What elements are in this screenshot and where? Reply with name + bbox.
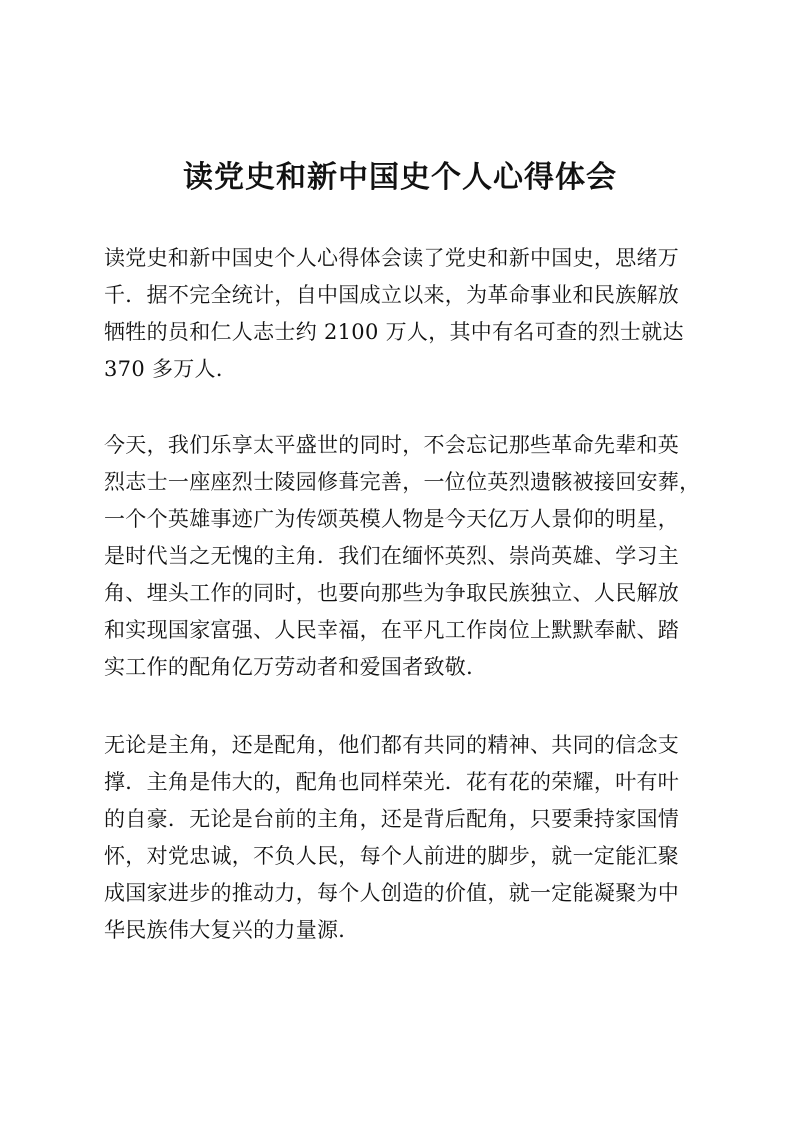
paragraph-line: 一个个英雄事迹广为传颂英模人物是今天亿万人景仰的明星， <box>104 507 680 531</box>
paragraph-line: 今天，我们乐享太平盛世的同时，不会忘记那些革命先辈和英 <box>104 433 680 457</box>
paragraph-line: 成国家进步的推动力，每个人创造的价值，就一定能凝聚为中 <box>104 881 680 905</box>
paragraph-line: 370 多万人． <box>104 357 238 381</box>
paragraph-line: 的自豪．无论是台前的主角，还是背后配角，只要秉持家国情 <box>104 807 680 831</box>
paragraph-1 <box>104 240 704 388</box>
paragraph-2 <box>104 427 704 686</box>
paragraph-line: 读党史和新中国史个人心得体会读了党史和新中国史，思绪万 <box>104 246 680 270</box>
paragraph-line: 是时代当之无愧的主角．我们在缅怀英烈、崇尚英雄、学习主 <box>104 544 680 568</box>
paragraph-line: 和实现国家富强、人民幸福，在平凡工作岗位上默默奉献、踏 <box>104 618 680 642</box>
paragraph-line: 怀，对党忠诚，不负人民，每个人前进的脚步，就一定能汇聚 <box>104 844 680 868</box>
paragraph-line: 实工作的配角亿万劳动者和爱国者致敬． <box>104 655 488 679</box>
paragraph-3 <box>104 727 704 949</box>
paragraph-line: 撑．主角是伟大的，配角也同样荣光．花有花的荣耀，叶有叶 <box>104 770 680 794</box>
paragraph-line: 角、埋头工作的同时，也要向那些为争取民族独立、人民解放 <box>104 581 680 605</box>
paragraph-line: 无论是主角，还是配角，他们都有共同的精神、共同的信念支 <box>104 733 680 757</box>
paragraph-line: 华民族伟大复兴的力量源． <box>104 918 360 942</box>
paragraph-line: 烈志士一座座烈士陵园修葺完善，一位位英烈遗骸被接回安葬， <box>104 470 701 494</box>
paragraph-line: 牺牲的员和仁人志士约 2100 万人，其中有名可查的烈士就达 <box>104 320 684 344</box>
page-title: 读党史和新中国史个人心得体会 <box>183 160 617 195</box>
paragraph-line: 千．据不完全统计，自中国成立以来，为革命事业和民族解放 <box>104 283 680 307</box>
